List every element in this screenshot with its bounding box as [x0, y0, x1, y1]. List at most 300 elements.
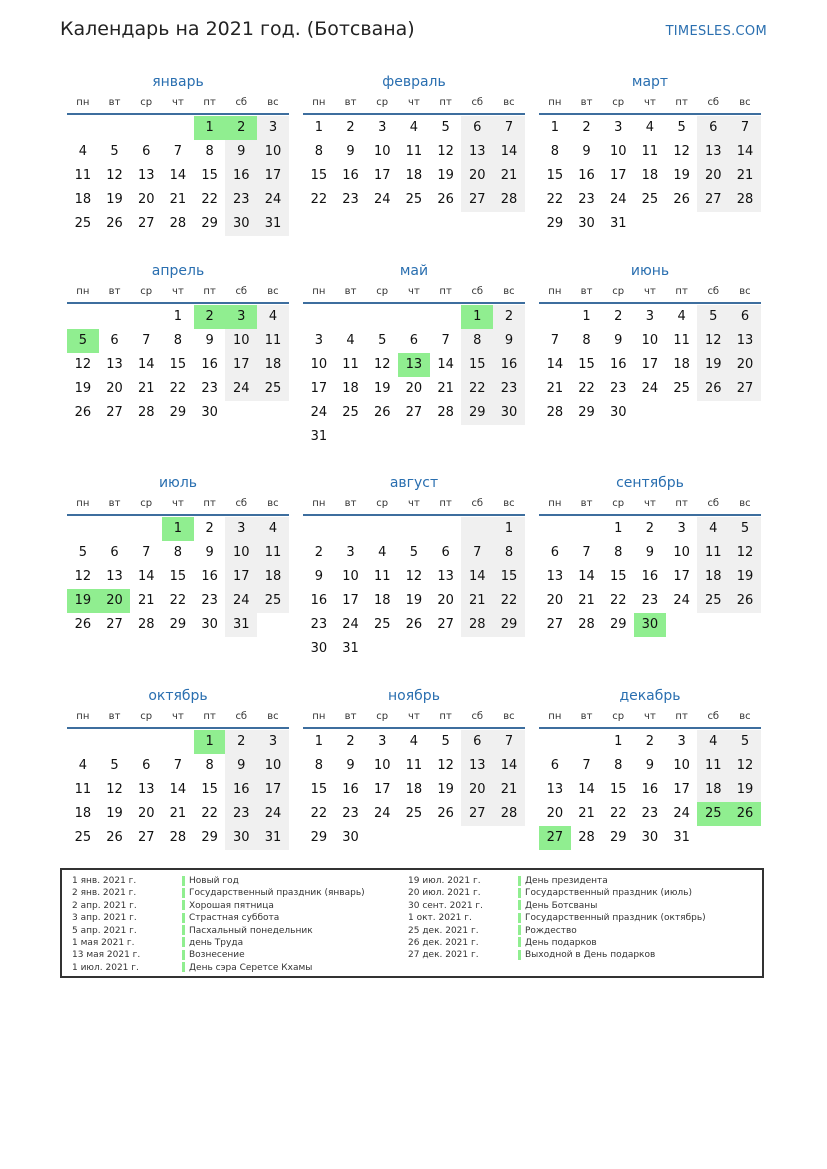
day-cell: 5 [110, 758, 119, 773]
weekday-label: сб [707, 286, 720, 297]
day-cell: 26 [673, 192, 690, 207]
month-11 [303, 686, 525, 850]
day-cell: 13 [137, 168, 155, 183]
legend-row [408, 887, 706, 899]
weekday-label: пт [439, 498, 452, 509]
day-cell: 7 [173, 144, 183, 159]
day-cell: 16 [342, 782, 359, 797]
weekday-label: вт [580, 711, 593, 722]
day-cell: 29 [310, 830, 328, 845]
weekday-header [539, 496, 761, 516]
day-cell: 21 [578, 593, 595, 608]
day-cell-empty [571, 730, 603, 754]
month-3 [539, 72, 761, 236]
month-name: март [631, 74, 669, 90]
day-cell: 2 [346, 120, 355, 135]
day-cell: 14 [493, 140, 525, 164]
weekday-label: ср [612, 286, 625, 297]
day-grid [303, 517, 525, 661]
day-cell: 11 [342, 357, 359, 372]
day-cell-empty [729, 826, 761, 850]
day-cell-empty [539, 730, 571, 754]
day-cell-empty [99, 517, 131, 541]
day-cell: 5 [441, 734, 450, 749]
day-grid [303, 730, 525, 850]
holiday-legend [60, 868, 764, 978]
day-cell: 3 [225, 305, 257, 329]
weekday-label: сб [471, 97, 484, 108]
weekday-label: вт [344, 711, 357, 722]
day-cell: 21 [137, 381, 155, 396]
day-cell: 7 [582, 545, 591, 560]
holiday-marker [182, 876, 185, 886]
weekday-label: чт [644, 286, 656, 297]
day-cell: 22 [493, 589, 525, 613]
day-cell: 10 [641, 333, 659, 348]
day-cell: 6 [142, 758, 151, 773]
weekday-label: чт [644, 97, 656, 108]
day-cell: 2 [205, 521, 214, 536]
day-cell: 3 [346, 545, 355, 560]
legend-date: 5 апр. 2021 г. [72, 925, 137, 936]
day-cell: 9 [314, 569, 323, 584]
weekday-header [67, 709, 289, 729]
holiday-marker [182, 888, 185, 898]
weekday-label: пт [675, 97, 688, 108]
day-cell: 23 [609, 381, 627, 396]
day-cell-empty [130, 517, 162, 541]
day-cell: 11 [405, 758, 423, 773]
day-cell: 18 [673, 357, 690, 372]
day-cell: 7 [550, 333, 559, 348]
day-cell: 27 [697, 188, 729, 212]
day-cell: 3 [645, 309, 655, 324]
day-cell: 11 [697, 541, 729, 565]
day-cell: 14 [437, 357, 454, 372]
day-cell: 7 [142, 545, 151, 560]
day-cell: 18 [257, 565, 289, 589]
day-cell: 19 [106, 806, 123, 821]
day-cell: 29 [169, 617, 187, 632]
legend-row [72, 875, 365, 887]
day-cell: 9 [582, 144, 591, 159]
day-cell: 7 [582, 758, 591, 773]
day-cell: 24 [310, 405, 328, 420]
weekday-label: чт [408, 498, 420, 509]
day-cell: 13 [398, 353, 430, 377]
weekday-label: пн [312, 498, 326, 509]
day-cell: 23 [201, 593, 218, 608]
day-grid [303, 305, 525, 449]
day-cell: 25 [342, 405, 359, 420]
legend-date: 1 июл. 2021 г. [72, 962, 139, 973]
day-cell: 25 [257, 377, 289, 401]
day-cell: 10 [609, 144, 627, 159]
day-cell: 29 [578, 405, 595, 420]
day-cell: 7 [142, 333, 151, 348]
day-cell: 21 [169, 806, 187, 821]
holiday-marker [518, 888, 521, 898]
legend-column [408, 875, 706, 962]
day-cell: 29 [201, 216, 218, 231]
day-cell-empty [130, 305, 162, 329]
weekday-label: вс [503, 97, 515, 108]
day-cell: 12 [74, 569, 92, 584]
day-cell: 5 [378, 333, 387, 348]
legend-name: Государственный праздник (октябрь) [525, 913, 706, 924]
day-cell: 28 [493, 802, 525, 826]
day-cell: 16 [493, 353, 525, 377]
legend-name: Вознесение [189, 950, 245, 961]
day-cell: 10 [373, 144, 391, 159]
day-cell: 17 [342, 593, 359, 608]
day-cell: 2 [493, 305, 525, 329]
day-cell: 3 [314, 333, 323, 348]
weekday-header [303, 95, 525, 115]
legend-row [72, 912, 365, 924]
day-cell-empty [366, 305, 398, 329]
weekday-label: пн [548, 97, 562, 108]
month-6 [539, 261, 761, 425]
day-cell: 8 [314, 144, 323, 159]
day-cell: 12 [74, 357, 92, 372]
day-cell: 19 [74, 381, 92, 396]
day-cell: 23 [225, 802, 257, 826]
day-cell: 17 [673, 569, 690, 584]
weekday-label: ср [376, 286, 389, 297]
day-cell: 17 [609, 168, 627, 183]
month-name: май [399, 263, 429, 279]
day-cell-empty [67, 730, 99, 754]
day-cell: 9 [493, 329, 525, 353]
weekday-label: пн [312, 286, 326, 297]
day-cell: 28 [137, 405, 155, 420]
day-cell-empty [493, 425, 525, 449]
weekday-label: чт [172, 498, 184, 509]
legend-name: День президента [525, 876, 608, 886]
day-cell: 11 [257, 541, 289, 565]
day-cell: 2 [582, 120, 591, 135]
day-cell: 16 [225, 164, 257, 188]
weekday-label: вс [267, 711, 279, 722]
day-cell: 19 [673, 168, 690, 183]
day-cell: 24 [641, 381, 659, 396]
weekday-label: ср [612, 498, 625, 509]
day-cell: 31 [310, 429, 328, 444]
day-cell: 3 [614, 120, 623, 135]
day-cell: 17 [310, 381, 328, 396]
day-cell: 15 [546, 168, 564, 183]
day-cell-empty [398, 517, 430, 541]
day-cell: 12 [697, 329, 729, 353]
legend-date: 19 июл. 2021 г. [408, 876, 481, 886]
weekday-label: чт [644, 498, 656, 509]
day-cell: 9 [346, 144, 355, 159]
day-cell: 28 [169, 216, 187, 231]
holiday-marker [182, 913, 185, 923]
day-cell: 30 [342, 830, 359, 845]
day-cell: 17 [257, 164, 289, 188]
day-cell: 29 [493, 613, 525, 637]
day-cell: 7 [493, 730, 525, 754]
day-cell: 24 [373, 806, 391, 821]
day-cell: 27 [461, 802, 493, 826]
day-cell: 2 [645, 521, 655, 536]
weekday-label: вт [580, 286, 593, 297]
day-cell: 1 [314, 120, 323, 135]
day-cell: 6 [461, 116, 493, 140]
day-cell-empty [493, 826, 525, 850]
day-cell: 19 [729, 778, 761, 802]
month-name: сентябрь [616, 475, 684, 491]
day-cell: 22 [578, 381, 595, 396]
day-cell: 2 [346, 734, 355, 749]
day-cell: 23 [201, 381, 218, 396]
day-cell-empty [461, 826, 493, 850]
day-cell: 25 [74, 216, 92, 231]
day-cell: 13 [461, 754, 493, 778]
weekday-header [539, 284, 761, 304]
day-cell: 24 [673, 806, 690, 821]
weekday-label: вс [739, 286, 751, 297]
day-grid [67, 517, 289, 637]
weekday-header [539, 709, 761, 729]
day-cell: 12 [729, 541, 761, 565]
weekday-label: вт [344, 97, 357, 108]
day-cell: 14 [169, 782, 187, 797]
month-name: август [389, 475, 439, 491]
day-cell: 8 [582, 333, 591, 348]
day-cell: 1 [550, 120, 559, 135]
month-2 [303, 72, 525, 212]
day-cell-empty [99, 305, 131, 329]
day-cell: 17 [641, 357, 659, 372]
day-cell: 1 [173, 309, 183, 324]
legend-name: день Труда [189, 937, 244, 948]
legend-name: День сэра Серетсе Кхамы [189, 962, 313, 973]
legend-name: Государственный праздник (июль) [525, 888, 692, 899]
day-cell: 7 [729, 116, 761, 140]
day-cell: 4 [378, 545, 387, 560]
day-cell: 15 [169, 357, 187, 372]
day-cell: 6 [697, 116, 729, 140]
legend-name: День Ботсваны [525, 900, 598, 911]
legend-date: 2 апр. 2021 г. [72, 900, 137, 911]
day-cell: 21 [578, 806, 595, 821]
holiday-marker [182, 950, 185, 960]
day-cell: 21 [493, 164, 525, 188]
day-cell-empty [697, 212, 729, 236]
day-cell: 9 [225, 140, 257, 164]
day-cell: 27 [539, 826, 571, 850]
day-cell: 24 [342, 617, 359, 632]
day-cell: 15 [169, 569, 187, 584]
day-cell-empty [430, 517, 462, 541]
day-cell: 5 [409, 545, 419, 560]
day-cell: 28 [437, 405, 454, 420]
day-cell-empty [335, 517, 367, 541]
weekday-label: вт [108, 711, 121, 722]
weekday-label: ср [376, 498, 389, 509]
day-cell: 25 [257, 589, 289, 613]
weekday-label: сб [707, 97, 720, 108]
day-cell-empty [366, 425, 398, 449]
weekday-label: сб [235, 97, 248, 108]
weekday-label: вс [267, 498, 279, 509]
day-cell: 29 [461, 401, 493, 425]
day-cell: 28 [546, 405, 564, 420]
legend-date: 13 мая 2021 г. [72, 950, 141, 961]
day-cell: 29 [169, 405, 187, 420]
day-cell: 7 [441, 333, 450, 348]
day-cell-empty [729, 212, 761, 236]
day-cell-empty [257, 613, 289, 637]
weekday-label: пт [675, 286, 688, 297]
day-cell: 10 [310, 357, 328, 372]
day-cell: 11 [697, 754, 729, 778]
day-cell: 9 [205, 545, 214, 560]
day-cell: 1 [614, 734, 623, 749]
weekday-label: пн [76, 286, 90, 297]
day-cell: 13 [461, 140, 493, 164]
weekday-label: пт [439, 286, 452, 297]
day-cell: 20 [437, 593, 454, 608]
day-cell: 28 [137, 617, 155, 632]
legend-name: Выходной в День подарков [525, 950, 656, 961]
day-cell: 14 [137, 357, 155, 372]
month-name: июнь [630, 263, 670, 279]
day-cell: 6 [409, 333, 419, 348]
day-cell-empty [335, 305, 367, 329]
day-cell: 12 [405, 569, 423, 584]
weekday-label: чт [172, 97, 184, 108]
day-cell: 15 [461, 353, 493, 377]
day-cell: 20 [137, 192, 155, 207]
day-cell: 6 [550, 545, 559, 560]
day-cell: 3 [378, 734, 387, 749]
day-cell: 15 [493, 565, 525, 589]
day-grid [539, 730, 761, 850]
day-cell: 5 [677, 120, 686, 135]
day-cell: 12 [437, 144, 454, 159]
day-cell: 5 [729, 517, 761, 541]
day-cell: 11 [74, 782, 92, 797]
day-cell: 26 [373, 405, 391, 420]
day-cell: 18 [74, 806, 92, 821]
day-cell: 26 [74, 617, 92, 632]
day-cell: 17 [225, 565, 257, 589]
day-cell: 23 [310, 617, 328, 632]
month-4 [67, 261, 289, 425]
day-cell: 20 [106, 381, 123, 396]
day-cell: 25 [697, 589, 729, 613]
weekday-label: сб [471, 711, 484, 722]
day-cell: 25 [74, 830, 92, 845]
holiday-marker [518, 900, 521, 910]
legend-name: День подарков [525, 937, 597, 948]
weekday-label: пт [203, 711, 216, 722]
day-cell: 23 [578, 192, 595, 207]
weekday-label: пт [203, 498, 216, 509]
legend-date: 2 янв. 2021 г. [72, 888, 137, 899]
day-cell-empty [303, 517, 335, 541]
day-cell: 27 [546, 617, 564, 632]
day-cell: 8 [550, 144, 559, 159]
day-cell: 15 [609, 569, 627, 584]
legend-row [72, 937, 365, 949]
day-cell: 4 [409, 120, 419, 135]
day-cell: 18 [257, 353, 289, 377]
day-cell: 30 [225, 826, 257, 850]
day-cell: 21 [729, 164, 761, 188]
day-cell: 20 [137, 806, 155, 821]
day-grid [303, 116, 525, 212]
day-cell: 13 [437, 569, 454, 584]
legend-date: 1 янв. 2021 г. [72, 876, 137, 886]
day-grid [539, 517, 761, 637]
day-cell: 16 [641, 569, 659, 584]
weekday-label: пн [312, 97, 326, 108]
day-cell: 4 [78, 758, 87, 773]
weekday-label: вс [503, 286, 515, 297]
brand-link[interactable]: TIMESLES.COM [665, 24, 767, 39]
day-cell: 23 [641, 806, 659, 821]
day-cell: 24 [673, 593, 690, 608]
day-cell: 22 [201, 192, 218, 207]
legend-date: 26 дек. 2021 г. [408, 937, 479, 948]
day-cell-empty [366, 517, 398, 541]
day-cell-empty [430, 305, 462, 329]
day-cell: 17 [225, 353, 257, 377]
weekday-label: ср [140, 286, 153, 297]
day-cell-empty [162, 116, 194, 140]
day-cell-empty [99, 730, 131, 754]
day-cell: 20 [546, 806, 564, 821]
day-cell: 1 [461, 305, 493, 329]
day-cell: 20 [729, 353, 761, 377]
legend-row [72, 900, 365, 912]
weekday-label: вт [344, 498, 357, 509]
weekday-label: вт [108, 97, 121, 108]
legend-row [408, 875, 706, 887]
day-cell: 18 [373, 593, 391, 608]
month-name: ноябрь [388, 688, 440, 704]
day-cell-empty [430, 425, 462, 449]
day-cell: 1 [314, 734, 323, 749]
day-cell: 27 [137, 216, 155, 231]
weekday-header [67, 496, 289, 516]
day-cell: 9 [225, 754, 257, 778]
day-cell-empty [729, 613, 761, 637]
weekday-label: пн [76, 498, 90, 509]
day-cell-empty [430, 637, 462, 661]
day-cell: 17 [673, 782, 690, 797]
day-cell-empty [571, 517, 603, 541]
day-cell: 21 [169, 192, 187, 207]
day-cell: 13 [697, 140, 729, 164]
day-cell: 6 [729, 305, 761, 329]
day-cell: 9 [645, 545, 655, 560]
day-cell-empty [130, 730, 162, 754]
day-cell: 30 [310, 641, 328, 656]
day-cell: 23 [641, 593, 659, 608]
weekday-label: пт [675, 711, 688, 722]
legend-name: Государственный праздник (январь) [189, 888, 365, 899]
day-cell: 30 [641, 830, 659, 845]
day-cell: 27 [461, 188, 493, 212]
day-cell: 13 [106, 357, 123, 372]
day-cell: 26 [437, 806, 454, 821]
